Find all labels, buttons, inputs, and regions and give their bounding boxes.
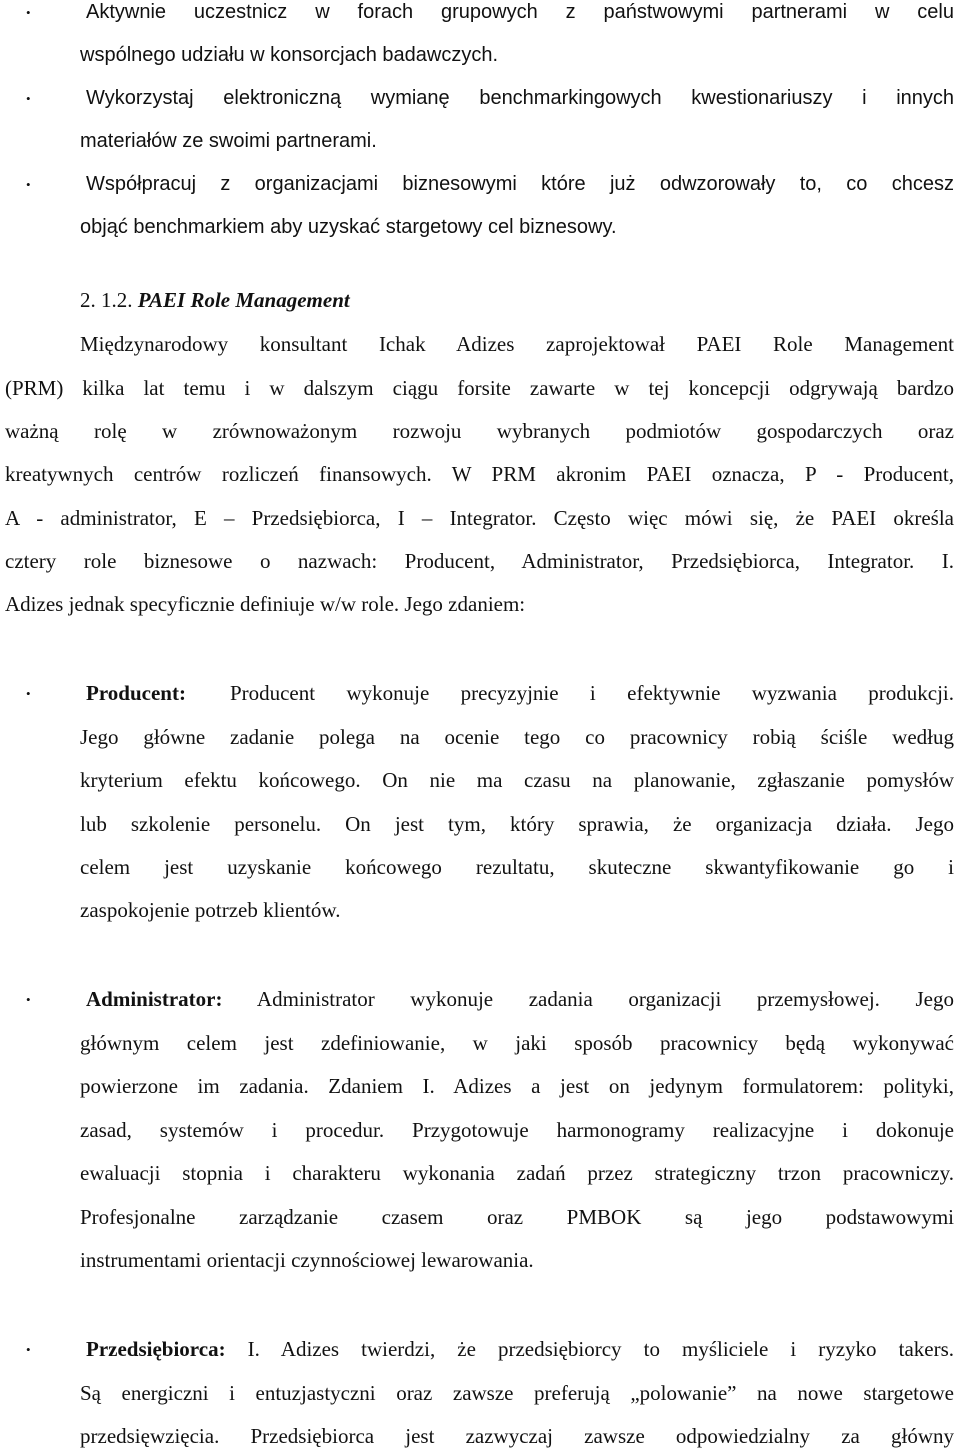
role-line: ewaluacji stopnia i charakteru wykonania zadań przez strategiczny trzon pracowniczy. (80, 1161, 954, 1185)
bullet-icon: • (26, 992, 31, 1007)
bullet-line: wspólnego udziału w konsorcjach badawczych. (80, 44, 499, 66)
role-line: instrumentami orientacji czynnościowej lewarowania. (80, 1248, 534, 1272)
role-line: celem jest uzyskanie końcowego rezultatu, skuteczne skwantyfikowanie go i (80, 855, 954, 879)
paragraph-line: Adizes jednak specyficznie definiuje w/w role. Jego zdaniem: (5, 592, 526, 616)
paragraph-line: Międzynarodowy konsultant Ichak Adizes zaprojektował PAEI Role Management (80, 332, 954, 356)
role-first-line (86, 1339, 954, 1360)
role-label: Przedsiębiorca: (86, 1337, 226, 1361)
role-text: Administrator wykonuje zadania organizacji przemysłowej. Jego (256, 987, 954, 1011)
role-text: Producent wykonuje precyzyjnie i efektywnie wyzwania produkcji. (229, 681, 954, 705)
section-heading (80, 290, 350, 311)
role-line: zasad, systemów i procedur. Przygotowuje harmonogramy realizacyjne i dokonuje (80, 1118, 954, 1142)
role-line: lub szkolenie personelu. On jest tym, który sprawia, że organizacja działa. Jego (80, 812, 954, 836)
role-label: Producent: (86, 681, 186, 705)
bullet-icon: • (26, 1342, 31, 1357)
role-first-line (86, 683, 954, 704)
paragraph-line: ważną rolę w zrównoważonym rozwoju wybranych podmiotów gospodarczych oraz (5, 419, 954, 443)
paragraph-line: cztery role biznesowe o nazwach: Producent, Administrator, Przedsiębiorca, Integrator. I. (5, 549, 954, 573)
role-line: zaspokojenie potrzeb klientów. (80, 898, 341, 922)
paragraph-line: kreatywnych centrów rozliczeń finansowych. W PRM akronim PAEI oznacza, P - Producent, (5, 462, 954, 486)
bullet-line: Współpracuj z organizacjami biznesowymi które już odwzorowały to, co chcesz (86, 173, 954, 195)
role-line: powierzone im zadania. Zdaniem I. Adizes a jest on jedynym formulatorem: polityki, (80, 1074, 954, 1098)
bullet-icon: • (26, 91, 31, 106)
role-line: Profesjonalne zarządzanie czasem oraz PMBOK są jego podstawowymi (80, 1205, 954, 1229)
bullet-icon: • (26, 686, 31, 701)
bullet-line: Wykorzystaj elektroniczną wymianę benchmarkingowych kwestionariuszy i innych (86, 87, 954, 109)
bullet-icon: • (26, 177, 31, 192)
role-label: Administrator: (86, 987, 223, 1011)
role-line: Jego główne zadanie polega na ocenie tego co pracownicy robią ściśle według (80, 725, 954, 749)
paragraph-line: (PRM) kilka lat temu i w dalszym ciągu forsite zawarte w tej koncepcji odgrywają bardzo (5, 376, 954, 400)
section-number: 2. 1.2. (80, 288, 133, 312)
section-title: PAEI Role Management (137, 288, 350, 312)
bullet-icon: • (26, 5, 31, 20)
role-line: kryterium efektu końcowego. On nie ma czasu na planowanie, zgłaszanie pomysłów (80, 768, 954, 792)
bullet-line: materiałów ze swoimi partnerami. (80, 130, 377, 152)
role-text: I. Adizes twierdzi, że przedsiębiorcy to myśliciele i ryzyko takers. (247, 1337, 955, 1361)
bullet-line: Aktywnie uczestnicz w forach grupowych z państwowymi partnerami w celu (86, 1, 954, 23)
bullet-line: objąć benchmarkiem aby uzyskać stargetowy cel biznesowy. (80, 216, 617, 238)
role-line: Są energiczni i entuzjastyczni oraz zawsze preferują „polowanie” na nowe stargetowe (80, 1381, 954, 1405)
paragraph-line: A - administrator, E – Przedsiębiorca, I – Integrator. Często więc mówi się, że PAEI określa (5, 506, 954, 530)
role-line: głównym celem jest zdefiniowanie, w jaki sposób pracownicy będą wykonywać (80, 1031, 954, 1055)
role-line: przedsięwzięcia. Przedsiębiorca jest zazwyczaj zawsze odpowiedzialny za główny (80, 1424, 954, 1448)
role-first-line (86, 989, 954, 1010)
